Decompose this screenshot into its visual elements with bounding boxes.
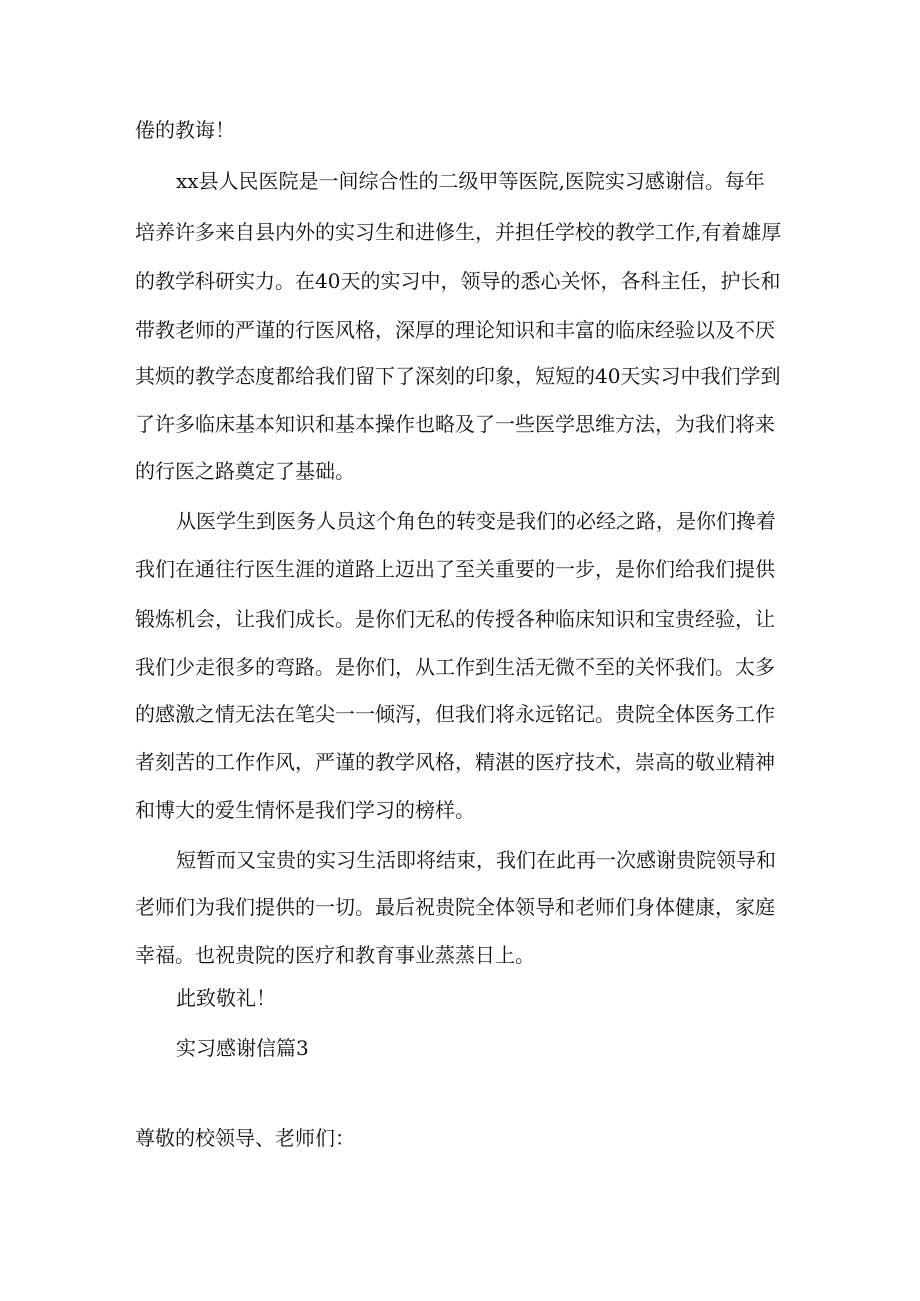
section-heading: 实习感谢信篇3 [176, 1036, 309, 1060]
paragraph-line: 了许多临床基本知识和基本操作也略及了一些医学思维方法，为我们将来 [135, 412, 775, 436]
paragraph-line: 和博大的爱生情怀是我们学习的榜样。 [135, 798, 475, 822]
paragraph-line: 我们在通往行医生涯的道路上迈出了至关重要的一步，是你们给我们提供 [135, 557, 775, 581]
paragraph-line: 老师们为我们提供的一切。最后祝贵院全体领导和老师们身体健康，家庭 [135, 895, 775, 919]
paragraph-line: 锻炼机会，让我们成长。是你们无私的传授各种临床知识和宝贵经验，让 [135, 607, 775, 631]
paragraph-line: 倦的教诲！ [135, 118, 235, 142]
paragraph-line: 我们少走很多的弯路。是你们，从工作到生活无微不至的关怀我们。太多 [135, 655, 775, 679]
closing-salutation: 此致敬礼！ [176, 986, 276, 1010]
paragraph-line: 带教老师的严谨的行医风格，深厚的理论知识和丰富的临床经验以及不厌 [135, 318, 775, 342]
paragraph-line: 的教学科研实力。在40天的实习中，领导的悉心关怀，各科主任，护长和 [135, 269, 781, 293]
paragraph-line: 者刻苦的工作作风，严谨的教学风格，精湛的医疗技术，崇高的敬业精神 [135, 750, 775, 774]
paragraph-line: 的感激之情无法在笔尖一一倾泻，但我们将永远铭记。贵院全体医务工作 [135, 702, 775, 726]
paragraph-line: 幸福。也祝贵院的医疗和教育事业蒸蒸日上。 [135, 943, 535, 967]
paragraph-line: 的行医之路奠定了基础。 [135, 459, 355, 483]
letter-greeting: 尊敬的校领导、老师们： [135, 1126, 355, 1150]
paragraph-line: 培养许多来自县内外的实习生和进修生，并担任学校的教学工作,有着雄厚 [135, 220, 782, 244]
paragraph-line: 短暂而又宝贵的实习生活即将结束，我们在此再一次感谢贵院领导和 [176, 848, 776, 872]
paragraph-line: 其烦的教学态度都给我们留下了深刻的印象，短短的40天实习中我们学到 [135, 364, 781, 388]
paragraph-line: xx县人民医院是一间综合性的二级甲等医院,医院实习感谢信。每年 [176, 169, 765, 193]
paragraph-line: 从医学生到医务人员这个角色的转变是我们的必经之路，是你们搀着 [176, 509, 776, 533]
